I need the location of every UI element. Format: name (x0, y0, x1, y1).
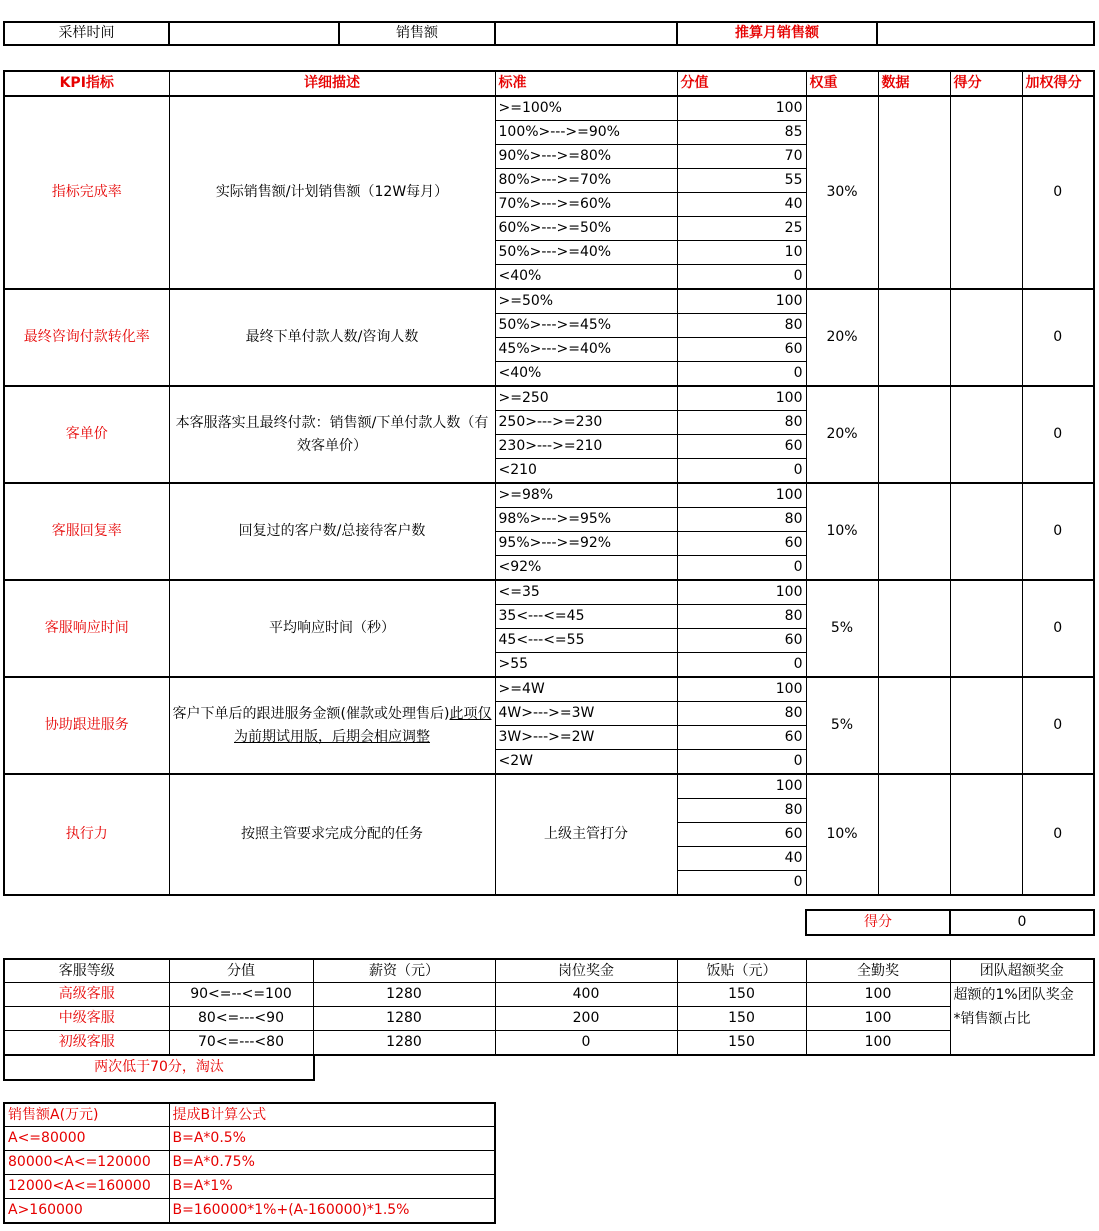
kpi-score-value: 0 (677, 871, 806, 896)
projected-sales-label: 推算月销售额 (677, 22, 877, 45)
kpi-score-cell[interactable] (950, 386, 1022, 483)
kpi-standard: <=35 (495, 580, 677, 605)
kpi-standard: >55 (495, 653, 677, 678)
kpi-indicator-name: 最终咨询付款转化率 (4, 289, 169, 386)
level-name: 中级客服 (4, 1007, 169, 1031)
kpi-indicator-description: 平均响应时间（秒） (169, 580, 495, 677)
kpi-weighted-score: 0 (1022, 677, 1094, 774)
kpi-standard: >=250 (495, 386, 677, 411)
level-attendance: 100 (806, 1007, 950, 1031)
commission-formula: B=A*0.75% (169, 1151, 495, 1175)
level-salary: 1280 (313, 983, 495, 1007)
kpi-standard: >=98% (495, 483, 677, 508)
elimination-note-table (3, 1054, 315, 1081)
elimination-note: 两次低于70分，淘汰 (4, 1055, 314, 1080)
kpi-standard: 35<---<=45 (495, 605, 677, 629)
kpi-weight: 5% (806, 677, 878, 774)
kpi-standard: 60%>--->=50% (495, 217, 677, 241)
kpi-standard: 230>--->=210 (495, 435, 677, 459)
kpi-standard: 上级主管打分 (495, 774, 677, 895)
kpi-data-cell[interactable] (878, 289, 950, 386)
kpi-indicator-name: 客单价 (4, 386, 169, 483)
kpi-weighted-score: 0 (1022, 386, 1094, 483)
kpi-standard: <210 (495, 459, 677, 484)
commission-formula: B=A*1% (169, 1175, 495, 1199)
levels-header-meal: 饭贴（元） (677, 959, 806, 983)
commission-range: A>160000 (4, 1199, 169, 1224)
team-bonus-line1: 超额的1%团队奖金 (953, 987, 1074, 1003)
kpi-standard: 4W>--->=3W (495, 702, 677, 726)
levels-header-salary: 薪资（元） (313, 959, 495, 983)
level-bonus: 0 (495, 1031, 677, 1056)
kpi-weighted-score: 0 (1022, 483, 1094, 580)
commission-row (4, 1175, 495, 1199)
level-row (4, 1007, 1094, 1031)
kpi-indicator-description: 本客服落实且最终付款：销售额/下单付款人数（有效客单价） (169, 386, 495, 483)
kpi-score-value: 85 (677, 121, 806, 145)
kpi-score-value: 80 (677, 702, 806, 726)
kpi-weighted-score: 0 (1022, 96, 1094, 289)
kpi-standard: 90%>--->=80% (495, 145, 677, 169)
kpi-description-text: 客户下单后的跟进服务金额(催款或处理售后) (172, 705, 450, 722)
kpi-score-value: 55 (677, 169, 806, 193)
kpi-header-weighted-score: 加权得分 (1022, 71, 1094, 96)
kpi-standard: 250>--->=230 (495, 411, 677, 435)
commission-row (4, 1199, 495, 1224)
level-range: 90<=--<=100 (169, 983, 313, 1007)
commission-row (4, 1151, 495, 1175)
kpi-row (4, 386, 1094, 411)
kpi-score-cell[interactable] (950, 677, 1022, 774)
kpi-indicator-description: 按照主管要求完成分配的任务 (169, 774, 495, 895)
kpi-score-value: 100 (677, 483, 806, 508)
team-bonus-line2: *销售额占比 (953, 1011, 1031, 1027)
kpi-data-cell[interactable] (878, 580, 950, 677)
kpi-score-value: 80 (677, 799, 806, 823)
sampling-table (3, 21, 1095, 46)
kpi-score-value: 0 (677, 362, 806, 387)
kpi-score-value: 40 (677, 193, 806, 217)
kpi-score-value: 100 (677, 677, 806, 702)
kpi-score-cell[interactable] (950, 289, 1022, 386)
kpi-indicator-name: 指标完成率 (4, 96, 169, 289)
kpi-score-value: 60 (677, 823, 806, 847)
kpi-indicator-description: 最终下单付款人数/咨询人数 (169, 289, 495, 386)
commission-row (4, 1127, 495, 1151)
kpi-score-value: 100 (677, 580, 806, 605)
kpi-standard: <40% (495, 265, 677, 290)
level-attendance: 100 (806, 983, 950, 1007)
kpi-indicator-description: 实际销售额/计划销售额（12W每月） (169, 96, 495, 289)
kpi-indicator-name: 协助跟进服务 (4, 677, 169, 774)
kpi-score-value: 100 (677, 774, 806, 799)
level-meal: 150 (677, 1007, 806, 1031)
kpi-score-value: 80 (677, 605, 806, 629)
kpi-score-value: 100 (677, 289, 806, 314)
kpi-row (4, 580, 1094, 605)
kpi-row (4, 289, 1094, 314)
kpi-standard: 95%>--->=92% (495, 532, 677, 556)
kpi-score-value: 0 (677, 750, 806, 775)
level-row (4, 983, 1094, 1007)
kpi-standard: >=4W (495, 677, 677, 702)
kpi-score-value: 80 (677, 508, 806, 532)
level-row (4, 1031, 1094, 1056)
levels-header-range: 分值 (169, 959, 313, 983)
kpi-indicator-description (169, 677, 495, 774)
levels-header-level: 客服等级 (4, 959, 169, 983)
commission-table (3, 1102, 496, 1224)
commission-header-sales: 销售额A(万元) (4, 1103, 169, 1127)
team-bonus-cell (950, 983, 1094, 1056)
commission-header-formula: 提成B计算公式 (169, 1103, 495, 1127)
kpi-weight: 10% (806, 774, 878, 895)
total-score-label: 得分 (806, 910, 950, 935)
levels-header-attendance: 全勤奖 (806, 959, 950, 983)
kpi-row (4, 483, 1094, 508)
kpi-score-value: 60 (677, 338, 806, 362)
kpi-weight: 20% (806, 289, 878, 386)
level-meal: 150 (677, 1031, 806, 1056)
kpi-header-row (4, 71, 1094, 96)
kpi-weight: 30% (806, 96, 878, 289)
kpi-score-value: 100 (677, 386, 806, 411)
levels-header-row (4, 959, 1094, 983)
kpi-description-note: 此项仅为前期试用版，后期会相应调整 (234, 705, 492, 745)
levels-header-bonus: 岗位奖金 (495, 959, 677, 983)
kpi-weight: 10% (806, 483, 878, 580)
level-name: 高级客服 (4, 983, 169, 1007)
kpi-score-value: 10 (677, 241, 806, 265)
level-range: 80<=---<90 (169, 1007, 313, 1031)
kpi-score-value: 25 (677, 217, 806, 241)
level-bonus: 200 (495, 1007, 677, 1031)
commission-range: A<=80000 (4, 1127, 169, 1151)
kpi-score-cell[interactable] (950, 580, 1022, 677)
kpi-indicator-name: 执行力 (4, 774, 169, 895)
projected-sales-value[interactable] (877, 22, 1094, 45)
kpi-header-description: 详细描述 (169, 71, 495, 96)
kpi-score-value: 60 (677, 435, 806, 459)
kpi-weighted-score: 0 (1022, 580, 1094, 677)
kpi-header-indicator: KPI指标 (4, 71, 169, 96)
kpi-standard: 45%>--->=40% (495, 338, 677, 362)
kpi-score-value: 60 (677, 726, 806, 750)
kpi-data-cell[interactable] (878, 386, 950, 483)
level-salary: 1280 (313, 1031, 495, 1056)
kpi-score-value: 0 (677, 653, 806, 678)
kpi-standard: <2W (495, 750, 677, 775)
kpi-row (4, 774, 1094, 799)
kpi-standard: <40% (495, 362, 677, 387)
kpi-score-value: 60 (677, 532, 806, 556)
kpi-standard: >=100% (495, 96, 677, 121)
kpi-score-value: 0 (677, 556, 806, 581)
level-range: 70<=---<80 (169, 1031, 313, 1056)
kpi-standard: 45<---<=55 (495, 629, 677, 653)
sampling-time-value[interactable] (169, 22, 339, 45)
kpi-row (4, 677, 1094, 702)
kpi-indicator-name: 客服回复率 (4, 483, 169, 580)
kpi-standard: 3W>--->=2W (495, 726, 677, 750)
kpi-header-standard: 标准 (495, 71, 677, 96)
kpi-data-cell[interactable] (878, 774, 950, 895)
level-bonus: 400 (495, 983, 677, 1007)
sampling-time-label: 采样时间 (4, 22, 169, 45)
level-name: 初级客服 (4, 1031, 169, 1056)
kpi-score-value: 70 (677, 145, 806, 169)
kpi-score-value: 40 (677, 847, 806, 871)
kpi-header-score: 得分 (950, 71, 1022, 96)
kpi-standard: 50%>--->=40% (495, 241, 677, 265)
kpi-standard: 98%>--->=95% (495, 508, 677, 532)
kpi-weighted-score: 0 (1022, 289, 1094, 386)
kpi-header-weight: 权重 (806, 71, 878, 96)
kpi-indicator-name: 客服响应时间 (4, 580, 169, 677)
kpi-row (4, 96, 1094, 121)
kpi-score-cell[interactable] (950, 483, 1022, 580)
total-score-value: 0 (950, 910, 1094, 935)
kpi-score-value: 60 (677, 629, 806, 653)
kpi-standard: <92% (495, 556, 677, 581)
kpi-score-value: 100 (677, 96, 806, 121)
kpi-standard: 80%>--->=70% (495, 169, 677, 193)
kpi-standard: 50%>--->=45% (495, 314, 677, 338)
kpi-score-value: 80 (677, 314, 806, 338)
kpi-table (3, 70, 1095, 896)
sales-value[interactable] (495, 22, 677, 45)
commission-range: 12000<A<=160000 (4, 1175, 169, 1199)
kpi-data-cell[interactable] (878, 483, 950, 580)
level-salary: 1280 (313, 1007, 495, 1031)
level-meal: 150 (677, 983, 806, 1007)
commission-formula: B=160000*1%+(A-160000)*1.5% (169, 1199, 495, 1224)
kpi-score-value: 0 (677, 265, 806, 290)
level-attendance: 100 (806, 1031, 950, 1056)
kpi-score-cell[interactable] (950, 774, 1022, 895)
service-level-table (3, 958, 1095, 1056)
kpi-weighted-score: 0 (1022, 774, 1094, 895)
kpi-data-cell[interactable] (878, 96, 950, 289)
commission-formula: B=A*0.5% (169, 1127, 495, 1151)
kpi-weight: 5% (806, 580, 878, 677)
kpi-indicator-description: 回复过的客户数/总接待客户数 (169, 483, 495, 580)
commission-range: 80000<A<=120000 (4, 1151, 169, 1175)
kpi-data-cell[interactable] (878, 677, 950, 774)
sales-label: 销售额 (339, 22, 495, 45)
kpi-score-cell[interactable] (950, 96, 1022, 289)
kpi-header-data: 数据 (878, 71, 950, 96)
kpi-standard: >=50% (495, 289, 677, 314)
kpi-score-value: 80 (677, 411, 806, 435)
kpi-standard: 100%>--->=90% (495, 121, 677, 145)
kpi-header-score-value: 分值 (677, 71, 806, 96)
commission-header-row (4, 1103, 495, 1127)
kpi-weight: 20% (806, 386, 878, 483)
levels-header-team-bonus: 团队超额奖金 (950, 959, 1094, 983)
total-score-table (805, 909, 1095, 936)
kpi-score-value: 0 (677, 459, 806, 484)
kpi-standard: 70%>--->=60% (495, 193, 677, 217)
